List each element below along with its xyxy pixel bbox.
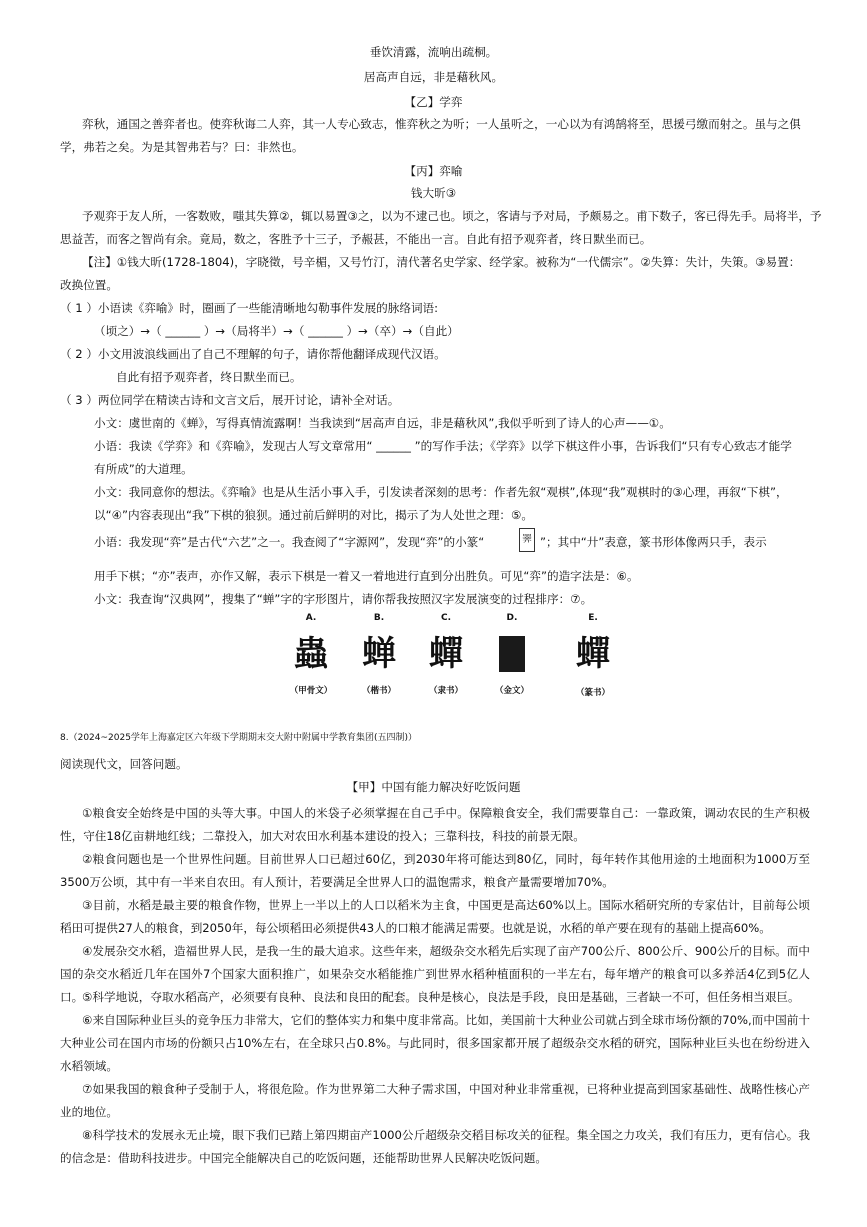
note-line-1: 【注】①钱大昕(1728-1804)，字晓徵，号辛楣，又号竹汀，清代著名史学家、经学家。被称为“一代儒宗”。②失算：失计，失策。③易置：: [82, 255, 801, 269]
dialogue-1: 小文：虞世南的《蝉》，写得真情流露啊！当我读到“居高声自远，非是藉秋风”,我似乎听到了诗人的心声——①。: [94, 416, 671, 430]
glyph-c-caption: （隶书）: [428, 686, 463, 696]
question-3: （ 3 ）两位同学在精读古诗和文言文后，展开讨论，请补全对话。: [60, 393, 400, 407]
dialogue-4-line-1-pre: 小语：我发现“弈”是古代“六艺”之一。我查阅了“字源网”，发现“弈”的小篆“: [94, 535, 485, 549]
question-8-header: 8.（2024~2025学年上海嘉定区六年级下学期期末交大附中附属中学教育集团(五四制)）: [60, 733, 417, 743]
glyph-b-character: 蝉: [362, 634, 396, 674]
question-1: （ 1 ）小语读《弈喻》时，圈画了一些能清晰地勾勒事件发展的脉络词语:: [60, 301, 439, 315]
article-paragraph-8: ⑧科学技术的发展永无止境，眼下我们已踏上第四期亩产1000公斤超级杂交稻目标攻关的征程。集全国之力攻关，我们有压力，更有信心。我的信念是：借助科技进步。中国完全能解决自己的吃饭问题，还能帮助世界人民解决吃饭问题。: [60, 1128, 810, 1165]
article-paragraph-6: ⑥来自国际种业巨头的竞争压力非常大，它们的整体实力和集中度非常高。比如，美国前十大种业公司就占到全球市场份额的70%,而中国前十大种业公司在国内市场的份额只占10%左右，在全球只占0.8%。与此同时，很多国家都开展了超级杂交水稻的研究，国际种业巨头也在纷纷进入水稻领域。: [60, 1013, 810, 1073]
article-paragraph-4: ④发展杂交水稻，造福世界人民，是我一生的最大追求。这些年来，超级杂交水稻先后实现了亩产700公斤、800公斤、900公斤的目标。而中国的杂交水稻近几年在国外7个国家大面积推广，如果杂交水稻能推广到世界水稻种植面积的一半左右，每年增产的粮食可以多养活4亿到5亿人口。: [60, 944, 810, 1004]
yi-paragraph-line-2: 学，弗若之矣。为是其智弗若与？曰：非然也。: [60, 140, 304, 154]
bing-paragraph-line-1: 予观弈于友人所，一客数败，嗤其失算②，辄以易置③之，以为不逮己也。顷之，客请与予对局，予颇易之。甫下数子，客已得先手。局将半，予: [82, 209, 822, 223]
glyph-e-caption: （篆书）: [575, 688, 610, 698]
glyph-e-letter: E.: [588, 613, 598, 623]
glyph-d-letter: D.: [506, 613, 518, 623]
seal-script-yi-image: 𢍰: [519, 528, 535, 552]
yi-paragraph-line-1: 弈秋，通国之善弈者也。使弈秋诲二人弈，其一人专心致志，惟弈秋之为听；一人虽听之，一心以为有鸿鹄将至，思援弓缴而射之。虽与之俱: [82, 117, 801, 131]
dialogue-3-line-1: 小文：我同意你的想法。《弈喻》也是从生活小事入手，引发读者深刻的思考：作者先叙“观棋”,体现“我”观棋时的③心理，再叙“下棋”，: [94, 485, 788, 499]
dialogue-4-line-2: 用手下棋；“亦”表声，亦作又解，表示下棋是一着又一着地进行直到分出胜负。可见“弈”的造字法是：⑥。: [94, 569, 639, 583]
glyph-b-letter: B.: [373, 613, 385, 623]
dialogue-2-line-1: 小语：我读《学弈》和《弈喻》，发现古人写文章常用“ ______ ”的写作手法；《学弈》以学下棋这件小事，告诉我们“只有专心致志才能学: [94, 439, 792, 453]
dialogue-3-line-2: 以“④”内容表现出“我”下棋的狼狈。通过前后鲜明的对比，揭示了为人处世之理：⑤。: [94, 508, 534, 522]
glyph-c-letter: C.: [440, 613, 452, 623]
note-line-2: 改换位置。: [60, 278, 118, 292]
question-2-sentence: 自此有招予观弈者，终日默坐而已。: [116, 370, 302, 384]
glyph-d-caption: （金文）: [494, 686, 529, 696]
poem-line-2: 居高声自远，非是藉秋风。: [363, 70, 504, 84]
question-8-instruction: 阅读现代文，回答问题。: [60, 757, 188, 771]
glyph-b-caption: （楷书）: [361, 686, 396, 696]
glyph-a-letter: A.: [305, 613, 317, 623]
bing-title: 【丙】弈喻: [404, 164, 463, 178]
yi-title: 【乙】学弈: [404, 95, 463, 109]
poem-line-1: 垂饮清露，流响出疏桐。: [369, 45, 498, 59]
glyph-a-caption: （甲骨文）: [289, 686, 333, 696]
glyph-c-character: 蟬: [429, 634, 463, 674]
dialogue-2-line-2: 有所成”的大道理。: [94, 462, 193, 476]
bing-paragraph-line-2: 思益苦，而客之智尚有余。竟局，数之，客胜予十三子，予赧甚，不能出一言。自此有招予观弈者，终日默坐而已。: [60, 232, 652, 246]
article-paragraph-7: ⑦如果我国的粮食种子受制于人，将很危险。作为世界第二大种子需求国，中国对种业非常重视，已将种业提高到国家基础性、战略性核心产业的地位。: [60, 1082, 810, 1119]
glyph-a-character: 蟲: [294, 634, 328, 674]
article-title: 【甲】中国有能力解决好吃饭问题: [346, 780, 521, 794]
article-paragraph-3: ③目前，水稻是最主要的粮食作物，世界上一半以上的人口以稻米为主食，中国更是高达60%以上。国际水稻研究所的专家估计，目前每公顷稻田可提供27人的粮食，到2050年，每公顷稻田必须提供43人的口粮才能满足需要。也就是说，水稻的单产要在现有的基础上提高60%。: [60, 898, 810, 935]
glyph-e-character: 蟬: [576, 634, 610, 674]
dialogue-5: 小文：我查询“汉典网”，搜集了“蝉”字的字形图片，请你帮我按照汉字发展演变的过程排序：⑦。: [94, 592, 593, 606]
article-paragraph-5: ⑤科学地说，夺取水稻高产，必须要有良种、良法和良田的配套。良种是核心，良法是手段，良田是基础，三者缺一不可，但任务相当艰巨。: [82, 990, 800, 1004]
article-paragraph-2: ②粮食问题也是一个世界性问题。目前世界人口已超过60亿，到2030年将可能达到80亿，同时，每年转作其他用途的土地面积为1000万至3500万公顷，其中有一半来自农田。有人预计，若要满足全世界人口的温饱需求，粮食产量需要增加70%。: [60, 852, 810, 889]
article-paragraph-1: ①粮食安全始终是中国的头等大事。中国人的米袋子必须掌握在自己手中。保障粮食安全，我们需要靠自己：一靠政策，调动农民的生产积极性，守住18亿亩耕地红线；二靠投入，加大对农田水利基本建设的投入；三靠科技，科技的前景无限。: [60, 806, 810, 843]
question-2: （ 2 ）小文用波浪线画出了自己不理解的句子，请你帮他翻译成现代汉语。: [60, 347, 446, 361]
question-1-chain: （顷之）→（ ______ ）→（局将半）→（ ______ ）→（卒）→（自此）: [94, 324, 459, 338]
dialogue-4-line-1-post: ”；其中“廾”表意，篆书形体像两只手，表示: [540, 535, 767, 549]
glyph-d-bronze-image: [499, 636, 525, 672]
bing-author: 钱大昕③: [410, 186, 457, 200]
